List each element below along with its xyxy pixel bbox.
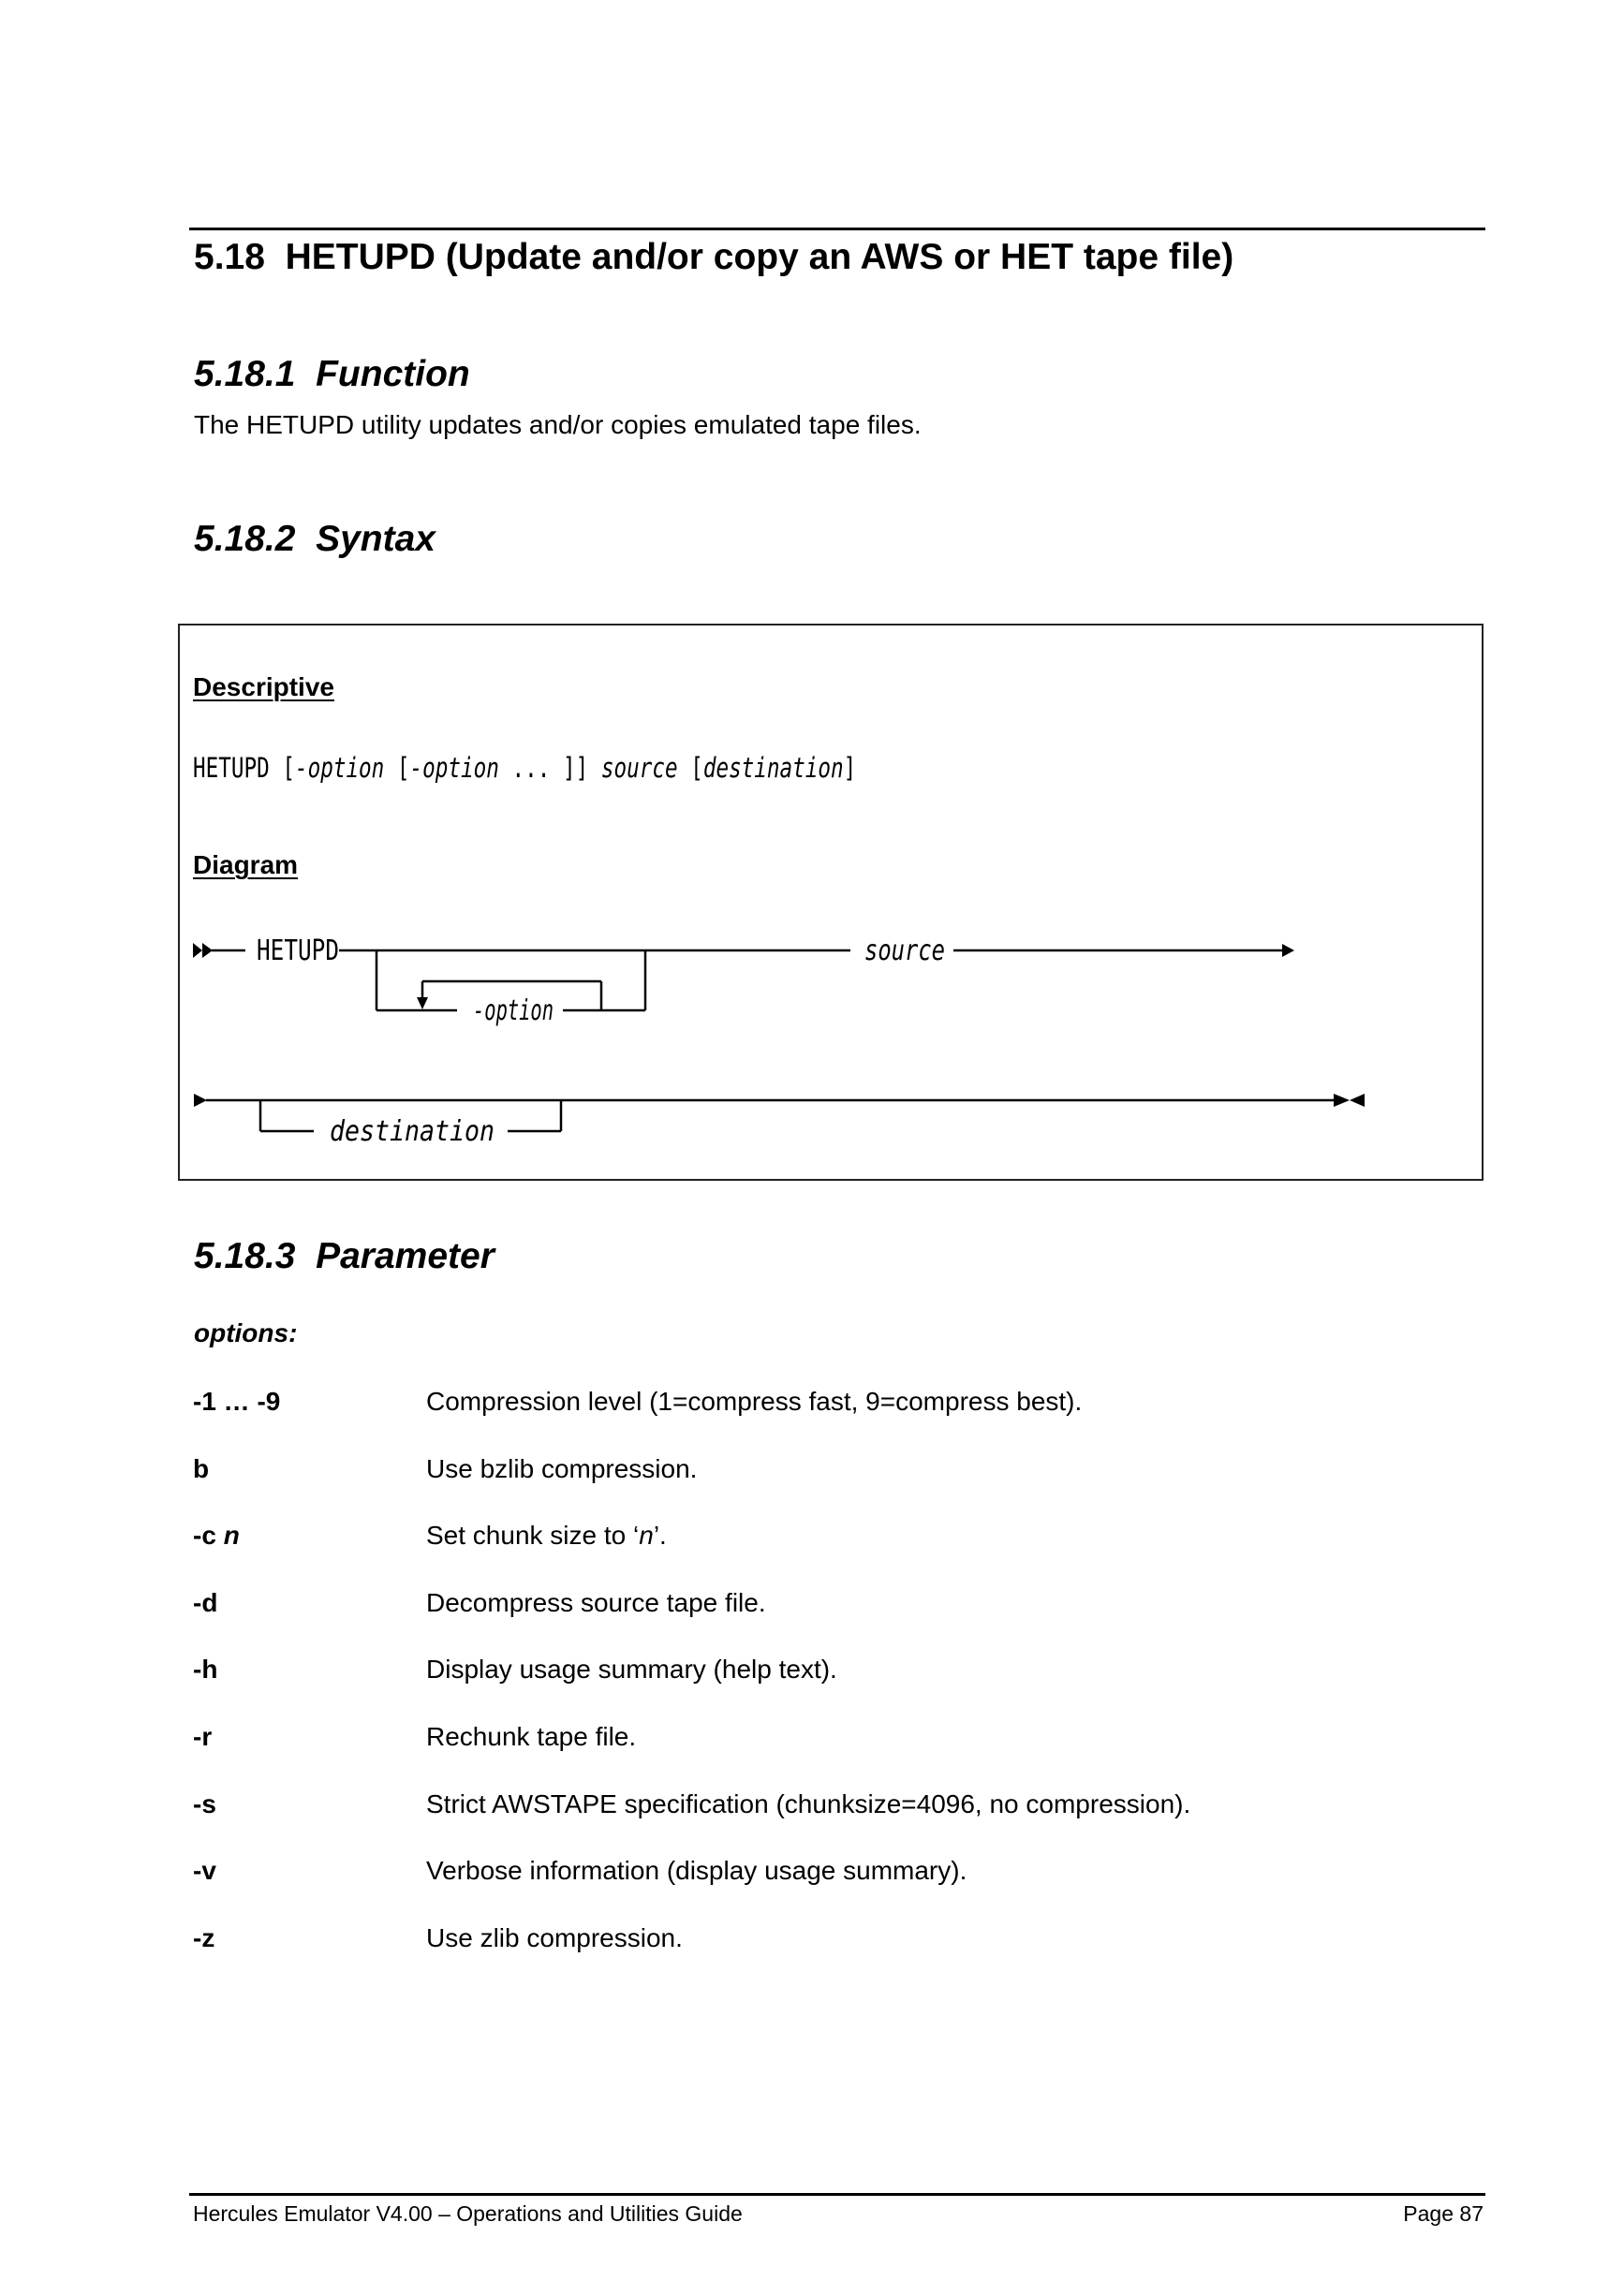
option-description: Strict AWSTAPE specification (chunksize=4096, no compression). — [426, 1789, 1191, 1818]
function-number: 5.18.1 — [194, 354, 296, 394]
syntax-destination: destination — [702, 752, 844, 784]
options-label: options: — [194, 1318, 298, 1347]
option-description: Use zlib compression. — [426, 1923, 683, 1952]
parameter-heading — [194, 1238, 495, 1274]
option-description: Display usage summary (help text). — [426, 1655, 837, 1684]
option-description-text: Set chunk size to ‘ — [426, 1521, 640, 1550]
function-text: The HETUPD utility updates and/or copies emulated tape files. — [194, 410, 922, 439]
diagram-option: -option — [473, 994, 554, 1027]
option-description: Use bzlib compression. — [426, 1454, 698, 1483]
option-flag: b — [193, 1454, 210, 1483]
bracket-open: [ — [396, 752, 410, 784]
descriptive-label: Descriptive — [193, 672, 334, 701]
diagram-source: source — [864, 935, 945, 967]
syntax-command: HETUPD — [193, 752, 270, 784]
option-description — [426, 1523, 667, 1549]
diagram-label: Diagram — [193, 850, 299, 879]
bracket-close: ] — [843, 752, 857, 784]
option-key — [193, 1456, 209, 1482]
option-key — [193, 1656, 217, 1683]
option-description: Decompress source tape file. — [426, 1588, 766, 1617]
option-key — [193, 1925, 214, 1951]
end-arrow-icon — [1334, 1094, 1350, 1107]
function-heading-text: Function — [316, 354, 470, 394]
bracket-open: [ — [282, 752, 295, 784]
syntax-option: -option — [294, 752, 385, 784]
section-number: 5.18 — [194, 237, 265, 277]
option-description: Compression level (1=compress fast, 9=compress best). — [426, 1387, 1083, 1416]
diagram-destination: destination — [330, 1115, 495, 1148]
footer-page-number: Page 87 — [1403, 2201, 1484, 2226]
parameter-number: 5.18.3 — [194, 1236, 296, 1276]
option-argument: n — [223, 1521, 240, 1550]
option-flag: -d — [193, 1588, 218, 1617]
option-flag: -h — [193, 1655, 218, 1684]
option-key — [193, 1724, 212, 1750]
option-key — [193, 1791, 216, 1818]
option-key — [193, 1590, 217, 1616]
option-description: Verbose information (display usage summary). — [426, 1856, 967, 1885]
footer-rule — [189, 2193, 1485, 2196]
footer-left: Hercules Emulator V4.00 – Operations and Utilities Guide — [193, 2201, 743, 2226]
diagram-command: HETUPD — [257, 935, 339, 967]
parameter-heading-text: Parameter — [316, 1236, 495, 1276]
option-flag: -v — [193, 1856, 216, 1885]
option-key — [193, 1523, 240, 1549]
end-arrow-icon — [1350, 1094, 1365, 1107]
option-flag: -z — [193, 1923, 215, 1952]
syntax-number: 5.18.2 — [194, 519, 296, 559]
option-description-text: ’. — [653, 1521, 667, 1550]
syntax-ellipsis: ... — [511, 752, 551, 784]
bracket-close: ]] — [562, 752, 589, 784]
option-flag: -1 … -9 — [193, 1387, 281, 1416]
continue-arrow-icon — [194, 1094, 207, 1107]
start-arrow-icon — [202, 943, 213, 958]
option-key — [193, 1858, 216, 1884]
bracket-open: [ — [690, 752, 703, 784]
option-argument: n — [639, 1521, 654, 1550]
option-flag: -s — [193, 1789, 216, 1818]
section-title-text: HETUPD (Update and/or copy an AWS or HET tape file) — [285, 237, 1234, 277]
start-arrow-icon — [193, 943, 202, 958]
option-flag: -r — [193, 1722, 213, 1751]
syntax-option: -option — [409, 752, 499, 784]
syntax-heading-text: Syntax — [316, 519, 436, 559]
option-flag: -c — [193, 1521, 224, 1550]
continue-arrow-icon — [1282, 944, 1294, 957]
repeat-arrow-icon — [417, 997, 428, 1009]
option-description: Rechunk tape file. — [426, 1722, 637, 1751]
syntax-source: source — [600, 752, 678, 784]
option-key — [193, 1389, 280, 1415]
